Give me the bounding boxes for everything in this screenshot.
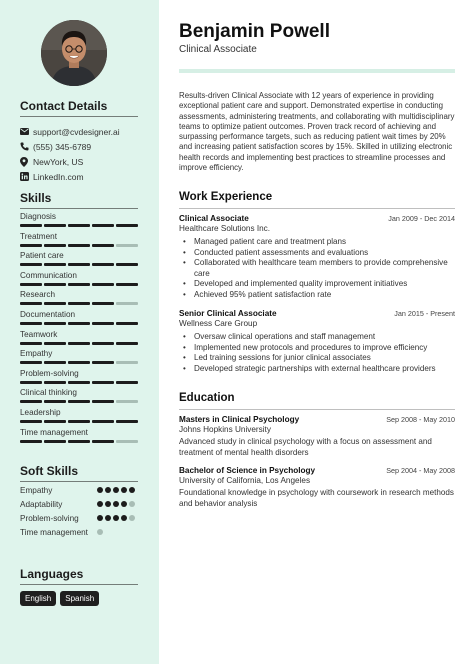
skill-level-segment [92, 283, 114, 286]
skill-level-segment [68, 283, 90, 286]
skill-level-bar [20, 440, 138, 443]
skill-level-bar [20, 244, 138, 247]
rating-dot [97, 529, 103, 535]
rating-dot [129, 501, 135, 507]
skill-level-segment [68, 322, 90, 325]
skill-level-segment [68, 400, 90, 403]
skill-level-segment [44, 302, 66, 305]
skill-level-segment [20, 381, 42, 384]
skill-level-segment [20, 322, 42, 325]
skill-name: Time management [20, 427, 88, 437]
skill-name: Documentation [20, 309, 76, 319]
location-icon [20, 157, 33, 167]
soft-skill-name: Problem-solving [20, 514, 79, 523]
skill-level-bar [20, 263, 138, 266]
rating-dot [121, 501, 127, 507]
job-company: Healthcare Solutions Inc. [179, 224, 271, 233]
school-name: Johns Hopkins University [179, 425, 271, 434]
skill-level-segment [20, 420, 42, 423]
skill-level-segment [116, 400, 138, 403]
rating-dot [121, 515, 127, 521]
skill-level-bar [20, 322, 138, 325]
skill-level-segment [92, 244, 114, 247]
job-bullet: • Oversaw clinical operations and staff management [179, 332, 455, 343]
job-bullet: • Achieved 95% patient satisfaction rate [179, 290, 455, 301]
skill-level-bar [20, 342, 138, 345]
skill-level-segment [68, 244, 90, 247]
skill-item [20, 271, 138, 291]
rating-dot [97, 501, 103, 507]
rating-dot [129, 515, 135, 521]
skill-level-segment [44, 400, 66, 403]
skill-level-segment [116, 322, 138, 325]
soft-skill-name: Time management [20, 528, 88, 537]
rating-dot [105, 515, 111, 521]
skill-level-segment [68, 224, 90, 227]
education-heading: Education [179, 392, 235, 404]
skill-level-segment [92, 381, 114, 384]
experience-heading: Work Experience [179, 191, 273, 203]
job-date: Jan 2015 - Present [394, 309, 455, 318]
skill-item [20, 349, 138, 369]
skill-level-segment [92, 361, 114, 364]
skill-level-segment [116, 283, 138, 286]
candidate-title: Clinical Associate [179, 44, 257, 55]
skill-level-segment [44, 244, 66, 247]
skill-name: Diagnosis [20, 212, 56, 221]
skill-level-segment [68, 342, 90, 345]
education-date: Sep 2004 - May 2008 [386, 466, 455, 475]
skill-item [20, 310, 138, 330]
soft-skill-item [20, 528, 138, 542]
job-bullet: • Led training sessions for junior clinical associates [179, 353, 455, 364]
soft-skill-item [20, 514, 138, 528]
skill-level-segment [20, 302, 42, 305]
soft-skill-item [20, 500, 138, 514]
skill-level-segment [44, 440, 66, 443]
skill-item [20, 428, 138, 448]
skill-level-segment [44, 283, 66, 286]
soft-skill-rating [97, 500, 135, 507]
job-title: Clinical Associate [179, 214, 249, 223]
contact-phone[interactable] [20, 139, 150, 154]
contact-email-text: support@cvdesigner.ai [33, 126, 120, 137]
contact-list [20, 124, 150, 184]
rating-dot [97, 487, 103, 493]
job-bullet: • Managed patient care and treatment plans [179, 237, 455, 248]
skill-level-segment [68, 263, 90, 266]
linkedin-icon [20, 172, 33, 181]
skill-level-segment [20, 224, 42, 227]
soft-skill-name: Empathy [20, 486, 53, 495]
languages-heading: Languages [20, 567, 84, 581]
header-accent-bar [179, 69, 455, 73]
profile-summary: Results-driven Clinical Associate with 12 years of experience in providing exceptional patient care and support. Demonstrated expertise in conducting assessments, administering treatments, and collaborating with multidisciplinary teams to optimize patient outcomes. Proven track record of achieving and surpassing performance targets, such as reducing patient wait times by 20% and increasing patient satisfaction scores by 15%. Skilled in utilizing electronic health records and implementing best practices to streamline processes and improve efficiency. [179, 91, 455, 173]
languages-list [20, 591, 99, 606]
skill-item [20, 369, 138, 389]
school-name: University of California, Los Angeles [179, 476, 311, 485]
skill-level-segment [116, 302, 138, 305]
skill-item [20, 251, 138, 271]
degree-title: Bachelor of Science in Psychology [179, 466, 316, 475]
skill-level-segment [20, 263, 42, 266]
skill-level-segment [92, 440, 114, 443]
education-entry [179, 415, 455, 458]
skill-item [20, 212, 138, 232]
skill-level-segment [92, 263, 114, 266]
skill-level-segment [92, 342, 114, 345]
skill-level-segment [68, 381, 90, 384]
skill-level-bar [20, 381, 138, 384]
skill-level-segment [44, 263, 66, 266]
soft-skill-rating [97, 514, 135, 521]
soft-skills-divider [20, 481, 138, 482]
skill-level-segment [44, 361, 66, 364]
rating-dot [97, 515, 103, 521]
skill-level-segment [116, 244, 138, 247]
rating-dot [113, 515, 119, 521]
education-divider [179, 409, 455, 410]
envelope-icon [20, 128, 33, 135]
skill-level-segment [44, 342, 66, 345]
skill-level-segment [68, 440, 90, 443]
education-description: Foundational knowledge in psychology with coursework in research methods and behavior analysis [179, 488, 454, 508]
skill-level-segment [116, 381, 138, 384]
job-bullet: • Developed strategic partnerships with external healthcare providers [179, 364, 455, 375]
sidebar [0, 0, 159, 664]
soft-skill-rating [97, 486, 135, 493]
skill-level-segment [44, 224, 66, 227]
skill-name: Clinical thinking [20, 388, 77, 398]
avatar [41, 20, 107, 86]
skill-level-segment [20, 244, 42, 247]
skill-item [20, 388, 138, 408]
soft-skills-heading: Soft Skills [20, 464, 79, 478]
job-company: Wellness Care Group [179, 319, 258, 328]
skill-level-segment [44, 381, 66, 384]
soft-skill-item [20, 486, 138, 500]
skills-heading: Skills [20, 191, 52, 205]
soft-skills-list [20, 486, 138, 542]
skill-level-segment [20, 283, 42, 286]
soft-skill-name: Adaptability [20, 500, 63, 509]
skill-level-segment [68, 420, 90, 423]
soft-skill-rating [97, 528, 103, 535]
skill-name: Patient care [20, 251, 64, 261]
skill-name: Teamwork [20, 329, 58, 339]
job-entry [179, 309, 455, 374]
job-bullet: • Collaborated with healthcare team members to provide comprehensive care [179, 258, 455, 279]
skill-level-bar [20, 420, 138, 423]
skill-level-segment [44, 322, 66, 325]
candidate-name: Benjamin Powell [179, 21, 330, 42]
skill-level-segment [20, 361, 42, 364]
contact-location-text: NewYork, US [33, 156, 84, 167]
skills-list [20, 212, 138, 447]
skill-level-segment [44, 420, 66, 423]
degree-title: Masters in Clinical Psychology [179, 415, 300, 424]
skill-level-segment [116, 263, 138, 266]
skill-level-bar [20, 224, 138, 227]
skill-level-segment [92, 322, 114, 325]
contact-linkedin-text: LinkedIn.com [33, 171, 84, 182]
skill-level-segment [92, 224, 114, 227]
skill-name: Empathy [20, 349, 53, 359]
phone-icon [20, 142, 33, 151]
skills-divider [20, 208, 138, 209]
skill-name: Treatment [20, 231, 58, 241]
contact-heading: Contact Details [20, 99, 108, 113]
skill-name: Problem-solving [20, 368, 79, 378]
job-bullet: • Conducted patient assessments and evaluations [179, 248, 455, 259]
skill-level-segment [116, 361, 138, 364]
education-description: Advanced study in clinical psychology with a focus on assessment and treatment of mental health disorders [179, 437, 432, 457]
skill-level-segment [20, 400, 42, 403]
skill-level-segment [68, 361, 90, 364]
skill-item [20, 232, 138, 252]
skill-level-segment [92, 420, 114, 423]
skill-level-segment [20, 342, 42, 345]
skill-level-segment [20, 440, 42, 443]
language-badge: Spanish [60, 591, 99, 606]
skill-level-bar [20, 302, 138, 305]
rating-dot [121, 487, 127, 493]
skill-level-segment [116, 224, 138, 227]
skill-name: Communication [20, 270, 77, 280]
skill-level-segment [116, 420, 138, 423]
contact-linkedin[interactable] [20, 169, 150, 184]
skill-level-bar [20, 283, 138, 286]
rating-dot [105, 487, 111, 493]
rating-dot [129, 487, 135, 493]
rating-dot [113, 487, 119, 493]
skill-name: Leadership [20, 407, 61, 417]
contact-divider [20, 116, 138, 117]
skill-name: Research [20, 290, 56, 300]
job-bullet: • Implemented new protocols and procedures to improve efficiency [179, 343, 455, 354]
rating-dot [113, 501, 119, 507]
skill-item [20, 408, 138, 428]
experience-divider [179, 208, 455, 209]
contact-email[interactable] [20, 124, 150, 139]
skill-level-segment [116, 342, 138, 345]
skill-level-segment [92, 400, 114, 403]
skill-level-segment [116, 440, 138, 443]
rating-dot [105, 501, 111, 507]
contact-phone-text: (555) 345-6789 [33, 141, 92, 152]
skill-level-segment [92, 302, 114, 305]
education-date: Sep 2008 - May 2010 [386, 415, 455, 424]
job-entry [179, 214, 455, 300]
job-title: Senior Clinical Associate [179, 309, 277, 318]
job-bullets [179, 332, 455, 374]
skill-item [20, 290, 138, 310]
job-bullet: • Developed and implemented quality improvement initiatives [179, 279, 455, 290]
skill-level-bar [20, 400, 138, 403]
skill-level-bar [20, 361, 138, 364]
contact-location [20, 154, 150, 169]
profile-photo [41, 20, 107, 86]
job-date: Jan 2009 - Dec 2014 [388, 214, 455, 223]
language-badge: English [20, 591, 56, 606]
education-entry [179, 466, 455, 509]
skill-level-segment [68, 302, 90, 305]
job-bullets [179, 237, 455, 300]
languages-divider [20, 584, 138, 585]
skill-item [20, 330, 138, 350]
